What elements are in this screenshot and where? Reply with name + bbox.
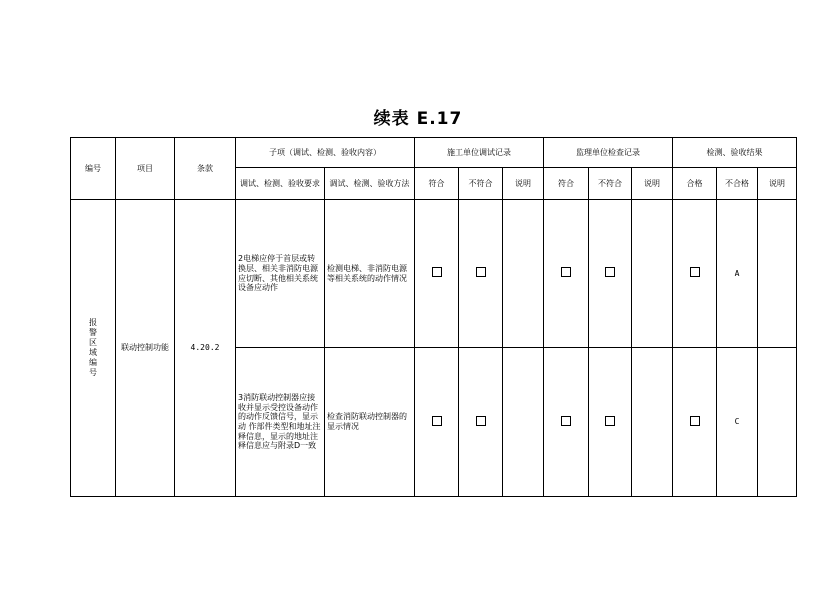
row-2-result-note[interactable] xyxy=(758,348,797,497)
header-sub-requirement: 调试、检测、验收要求 xyxy=(236,168,325,200)
row-1-supervision-note[interactable] xyxy=(632,200,673,348)
checkbox[interactable] xyxy=(476,267,486,277)
row-2-result-grade: C xyxy=(717,348,758,497)
header-result-note: 说明 xyxy=(758,168,797,200)
checkbox[interactable] xyxy=(476,416,486,426)
checkbox[interactable] xyxy=(690,267,700,277)
row-1-supervision-nonconform xyxy=(589,200,632,348)
row-1-result-grade: A xyxy=(717,200,758,348)
header-result-group: 检测、验收结果 xyxy=(673,138,797,168)
header-item: 项目 xyxy=(116,138,175,200)
row-2-method: 检查消防联动控制器的显示情况 xyxy=(325,348,415,497)
row-1-method: 检测电梯、非消防电源等相关系统的动作情况 xyxy=(325,200,415,348)
row-2-construction-nonconform xyxy=(459,348,503,497)
header-sub-method: 调试、检测、验收方法 xyxy=(325,168,415,200)
row-1-construction-note[interactable] xyxy=(503,200,544,348)
checkbox[interactable] xyxy=(690,416,700,426)
row-2-requirement: 3消防联动控制器应接收并显示受控设备动作的动作反馈信号，显示动 作部件类型和地址注释信息，显示的地址注释信息应与附录D一致 xyxy=(236,348,325,497)
body-clause: 4.20.2 xyxy=(175,200,236,497)
header-supervision-note: 说明 xyxy=(632,168,673,200)
body-no-cell xyxy=(71,200,116,497)
header-no: 编号 xyxy=(71,138,116,200)
row-1-requirement: 2电梯应停于首层或转换层、相关非消防电源应切断、其他相关系统设备应动作 xyxy=(236,200,325,348)
header-result-qualified: 合格 xyxy=(673,168,717,200)
checkbox[interactable] xyxy=(605,416,615,426)
row-1-construction-conform xyxy=(415,200,459,348)
row-1-result-qualified xyxy=(673,200,717,348)
row-1-result-note[interactable] xyxy=(758,200,797,348)
header-clause: 条款 xyxy=(175,138,236,200)
header-construction-group: 施工单位调试记录 xyxy=(415,138,544,168)
row-2-result-qualified xyxy=(673,348,717,497)
checkbox[interactable] xyxy=(561,416,571,426)
row-1-supervision-conform xyxy=(544,200,589,348)
header-row-1 xyxy=(71,138,797,168)
body-no: 报警区域编号 xyxy=(89,318,97,377)
row-1-construction-nonconform xyxy=(459,200,503,348)
checkbox[interactable] xyxy=(432,416,442,426)
header-construction-nonconform: 不符合 xyxy=(459,168,503,200)
row-2-supervision-nonconform xyxy=(589,348,632,497)
table-row xyxy=(71,200,797,348)
row-2-supervision-conform xyxy=(544,348,589,497)
page-title: 续表 E.17 xyxy=(373,109,463,129)
header-subitem: 子项（调试、检测、验收内容） xyxy=(236,138,415,168)
checkbox[interactable] xyxy=(561,267,571,277)
header-supervision-group: 监理单位检查记录 xyxy=(544,138,673,168)
body-item: 联动控制功能 xyxy=(116,200,175,497)
checkbox[interactable] xyxy=(605,267,615,277)
row-2-construction-conform xyxy=(415,348,459,497)
row-2-supervision-note[interactable] xyxy=(632,348,673,497)
header-construction-note: 说明 xyxy=(503,168,544,200)
header-supervision-nonconform: 不符合 xyxy=(589,168,632,200)
checkbox[interactable] xyxy=(432,267,442,277)
header-result-unqualified: 不合格 xyxy=(717,168,758,200)
inspection-table xyxy=(70,137,797,497)
header-supervision-conform: 符合 xyxy=(544,168,589,200)
row-2-construction-note[interactable] xyxy=(503,348,544,497)
header-construction-conform: 符合 xyxy=(415,168,459,200)
